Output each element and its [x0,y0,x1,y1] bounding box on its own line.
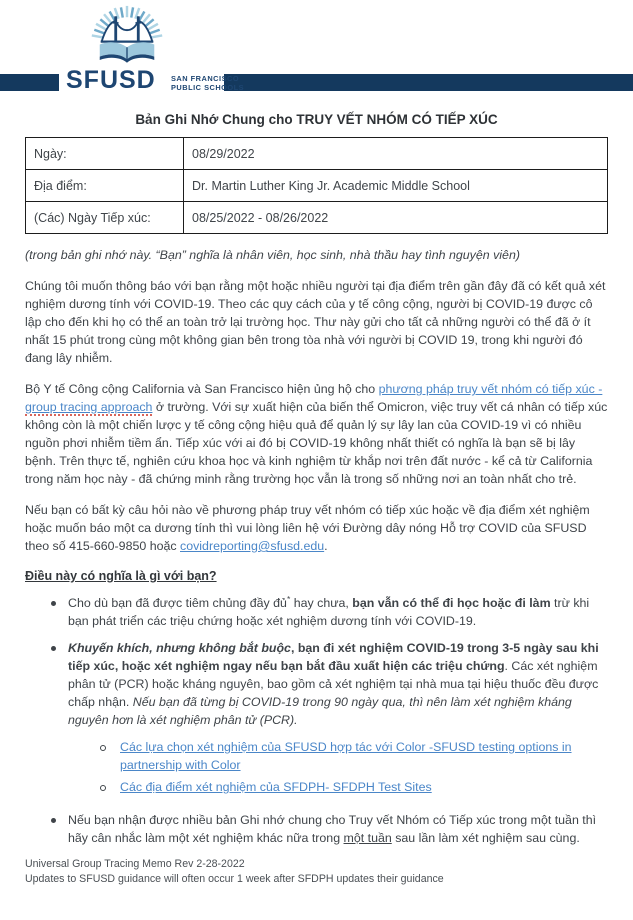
section-heading: Điều này có nghĩa là gì với bạn? [25,569,217,583]
bullet-disc-icon [50,811,68,847]
list-item [25,594,608,630]
header-bar-left [0,74,59,91]
bullet-circle-icon [99,738,120,774]
document-header [0,0,633,100]
text-link[interactable]: covidreporting@sfusd.edu [180,539,325,553]
footer-revision: Universal Group Tracing Memo Rev 2-28-2022 [25,858,245,870]
text-run: một tuần [343,831,392,845]
info-table [25,137,608,234]
definition-note: (trong bản ghi nhớ này. “Bạn” nghĩa là nhân viên, học sinh, nhà thầu hay tình nguyện viên) [25,248,520,262]
text-run: Bộ Y tế Công cộng California và San Francisco hiện ủng hộ cho [25,382,379,396]
text-run: Cho dù bạn đã được tiêm chủng đầy đủ [68,596,287,610]
table-row [26,170,608,202]
row-value: Dr. Martin Luther King Jr. Academic Middle School [184,170,608,202]
footer-updates: Updates to SFUSD guidance will often occur 1 week after SFDPH updates their guidance [25,873,444,885]
list-item [25,639,608,729]
bullet-disc-icon [50,639,68,729]
row-label: (Các) Ngày Tiếp xúc: [26,202,184,234]
list-item [25,778,608,796]
book-icon [100,42,155,63]
text-run: . Các xét nghiệm phân tử (PCR) hoặc kháng nguyên, bao gồm cả xét nghiệm tại nhà mua tại hiệu thuốc đều được chấp nhận. [68,659,599,709]
row-value: 08/29/2022 [184,138,608,170]
text-run: sau lần làm xét nghiệm sau cùng. [391,831,580,845]
list-item [25,811,608,847]
bullet-disc-icon [50,594,68,630]
text-run: bạn vẫn có thể đi học hoặc đi làm [352,596,551,610]
bullet-list [25,594,608,847]
row-label: Địa điểm: [26,170,184,202]
table-row [26,138,608,170]
text-run: . [324,539,328,553]
row-label: Ngày: [26,138,184,170]
logo-acronym: SFUSD [66,66,156,94]
document-footer [25,857,608,887]
logo-name-line1: SAN FRANCISCO [171,74,240,83]
text-run: * [286,593,291,604]
text-run: hay chưa, [290,596,353,610]
paragraph-contact-hotline [25,501,608,555]
header-bar-right [224,74,633,91]
text-link[interactable]: Các địa điểm xét nghiệm của SFDPH- SFDPH Test Sites [120,780,432,794]
sfusd-logo-icon [80,2,174,70]
text-run: trừ khi bạn phát triển các triệu chứng hoặc xét nghiệm dương tính với COVID-19. [68,596,590,628]
paragraph-group-tracing [25,380,608,488]
list-item [25,738,608,774]
text-run: Khuyến khích, nhưng không bắt buộc [68,641,291,655]
text-link[interactable]: phương pháp truy vết nhóm có tiếp xúc - [378,382,603,396]
table-row [26,202,608,234]
text-run: Nếu bạn nhận được nhiều bản Ghi nhớ chung cho Truy vết Nhóm có Tiếp xúc trong một tuần thì hãy cân nhắc làm một xét nghiệm khác nữa trong [68,813,597,845]
text-run: ở trường. Với sự xuất hiện của biến thể Omicron, việc truy vết cá nhân có tiếp xúc không còn là một chiến lược y tế công cộng hiệu quả để quản lý sự lây lan của COVID-19 vì có nhiều nguồn phơi nhiễm tiềm ẩn. Tiếp xúc với ai đó bị COVID-19 không nhất thiết có nghĩa là bạn sẽ bị lây bệnh. Trên thực tế, nghiên cứu khoa học và kinh nghiệm từ khắp nơi trên đất nước - kể cả từ California trong năm học này - đã chứng minh rằng trường học vẫn là trong số những nơi an toàn nhất cho trẻ. [25,400,608,486]
sub-bullet-list [25,738,608,796]
bullet-circle-icon [99,778,120,796]
row-value: 08/25/2022 - 08/26/2022 [184,202,608,234]
text-run: , bạn đi xét nghiệm COVID-19 trong 3-5 ngày sau khi tiếp xúc, hoặc xét nghiệm ngay nếu bạn bắt đầu xuất hiện các triệu chứng [68,641,599,673]
paragraph-notification [25,277,608,367]
logo-name [171,74,244,92]
text-run: Nếu bạn đã từng bị COVID-19 trong 90 ngày qua, thì nên làm xét nghiệm kháng nguyên hơn là xét nghiệm phân tử (PCR). [68,695,572,727]
logo-name-line2: PUBLIC SCHOOLS [171,83,245,92]
text-link[interactable]: group tracing approach [25,400,153,414]
page-title: Bản Ghi Nhớ Chung cho TRUY VẾT NHÓM CÓ TIẾP XÚC [135,112,498,127]
memo-body [0,112,633,887]
text-run: Nếu bạn có bất kỳ câu hỏi nào về phương pháp truy vết nhóm có tiếp xúc hoặc về địa điểm xét nghiệm hoặc muốn báo một ca dương tính thì vui lòng liên hệ với Đường dây nóng Hỗ trợ COVID của SFUSD theo số 415-660-9850 hoặc [25,503,590,553]
text-run: Chúng tôi muốn thông báo với bạn rằng một hoặc nhiều người tại địa điểm trên gần đây đã có kết quả xét nghiệm dương tính với COVID-19. Theo các quy cách của y tế công cộng, người bị COVID-19 được cô lập cho đến khi họ có thể an toàn trở lại trường học. Thư này gửi cho tất cả những người có thể đã ở ít nhất 15 phút trong cùng một không gian bên trong tòa nhà với người bị COVID 19, trong khi người đó đang lây nhiễm. [25,279,606,365]
text-link[interactable]: Các lựa chọn xét nghiệm của SFUSD hợp tác với Color -SFUSD testing options in partnership with Color [120,740,572,772]
